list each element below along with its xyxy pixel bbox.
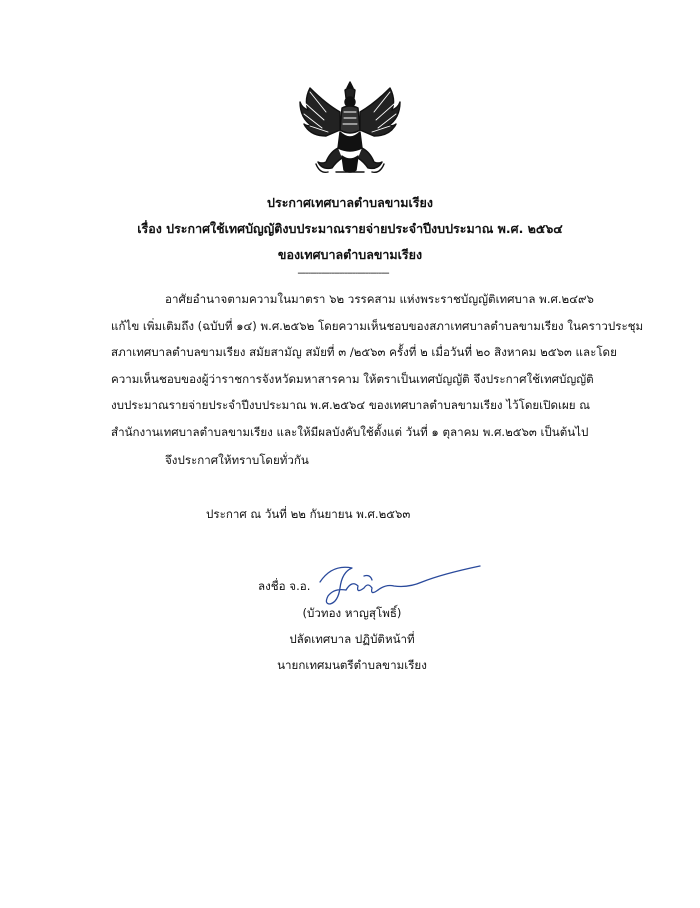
signature-label: ลงชื่อ จ.อ.: [258, 579, 311, 593]
body-line: สำนักงานเทศบาลตำบลขามเรียง และให้มีผลบังคับใช้ตั้งแต่ วันที่ ๑ ตุลาคม พ.ศ.๒๕๖๓ เป็นต้นไป: [111, 424, 589, 439]
body-line: งบประมาณรายจ่ายประจำปีงบประมาณ พ.ศ.๒๕๖๔ ของเทศบาลตำบลขามเรียง ไว้โดยเปิดเผย ณ: [111, 398, 591, 412]
signer-position-2: นายกเทศมนตรีตำบลขามเรียง: [277, 658, 427, 672]
title-line-3: ของเทศบาลตำบลขามเรียง: [277, 247, 423, 262]
title-line-1: ประกาศเทศบาลตำบลขามเรียง: [267, 195, 433, 210]
announcement-date: ประกาศ ณ วันที่ ๒๒ กันยายน พ.ศ.๒๕๖๓: [206, 507, 411, 521]
garuda-emblem-icon: [296, 78, 404, 178]
body-line: อาศัยอำนาจตามความในมาตรา ๖๒ วรรคสาม แห่งพระราชบัญญัติเทศบาล พ.ศ.๒๔๙๖: [165, 292, 594, 306]
body-line: แก้ไข เพิ่มเติมถึง (ฉบับที่ ๑๔) พ.ศ.๒๕๖๒ โดยความเห็นชอบของสภาเทศบาลตำบลขามเรียง ในคราวประชุม: [111, 318, 644, 333]
title-line-2: เรื่อง ประกาศใช้เทศบัญญัติงบประมาณรายจ่ายประจำปีงบประมาณ พ.ศ. ๒๕๖๔: [137, 221, 563, 236]
notify-text: จึงประกาศให้ทราบโดยทั่วกัน: [165, 453, 309, 467]
title-divider: -----------------------------------: [297, 268, 389, 279]
signer-name: (บัวทอง หาญสุโพธิ์): [302, 606, 402, 620]
signer-block: [262, 600, 442, 678]
announcement-body: [111, 286, 644, 445]
signer-position-1: ปลัดเทศบาล ปฏิบัติหน้าที่: [289, 632, 415, 646]
body-line: สภาเทศบาลตำบลขามเรียง สมัยสามัญ สมัยที่ ๓ /๒๕๖๓ ครั้งที่ ๒ เมื่อวันที่ ๒๐ สิงหาคม ๒๕๖๓ และโดย: [111, 345, 617, 359]
body-line: ความเห็นชอบของผู้ว่าราชการจังหวัดมหาสารคาม ให้ตราเป็นเทศบัญญัติ จึงประกาศใช้เทศบัญญัติ: [111, 371, 594, 386]
announcement-title: [0, 190, 700, 268]
